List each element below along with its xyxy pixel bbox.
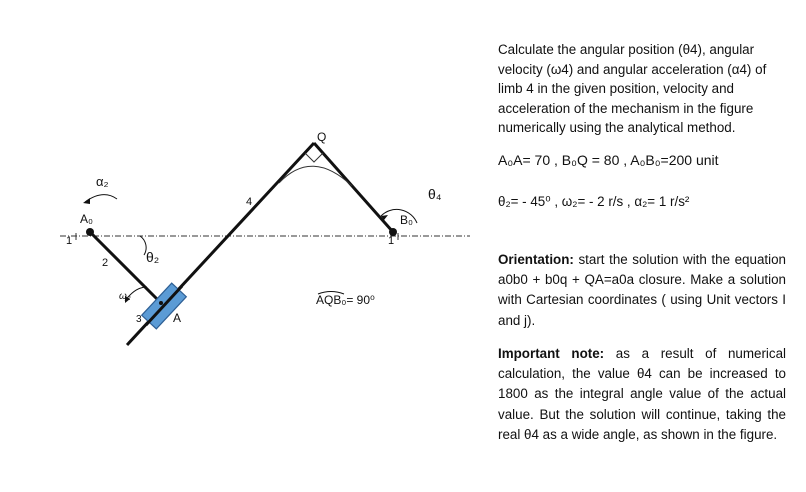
right-angle-marker [305,153,323,162]
input-values-line: θ₂= - 45⁰ , ω₂= - 2 r/s , α₂= 1 r/s² [498,194,690,209]
alpha2-arrowhead [83,198,90,204]
label-theta4: θ₄ [428,186,442,202]
link-4-upper [314,143,393,232]
label-slider-3: 3 [136,314,142,325]
orientation-label: Orientation: [498,252,574,267]
label-ground-1-left: 1 [66,235,73,247]
label-angle-AQB0: AQB₀= 90⁰ [316,293,375,307]
important-note-paragraph [498,344,786,445]
dimensions-line: A₀A= 70 , B₀Q = 80 , A₀B₀=200 unit [498,152,719,168]
important-text: as a result of numerical calculation, the value θ4 can be increased to 1800 as the integral angle value of the actual value. But the solution will continue, taking the real θ4 as a wide angle, as shown in the figure. [498,346,787,442]
orientation-text: start the solution with the equation a0b0 + b0q + QA=a0a closure. Make a solution with Cartesian coordinates ( using Unit vectors I and j). [498,252,786,328]
orientation-paragraph [498,250,786,331]
pin-A0 [86,228,94,236]
label-alpha2: α₂ [96,174,109,189]
label-link-4: 4 [246,196,253,208]
label-theta2: θ₂ [146,249,160,265]
pin-A [159,301,163,305]
label-omega2: ω₂ [119,291,131,302]
label-A0: A₀ [80,212,93,226]
problem-statement: Calculate the angular position (θ4), angular velocity (ω4) and angular acceleration (α4) of limb 4 in the given position, velocity and acceleration of the mechanism in the figure numerically using the analytical method. [498,42,767,136]
label-A: A [173,311,182,325]
important-label: Important note: [498,346,605,361]
label-Q: Q [317,130,327,144]
label-ground-1-right: 1 [388,235,395,247]
label-B0: B₀ [400,213,413,227]
label-link-2: 2 [102,257,109,269]
